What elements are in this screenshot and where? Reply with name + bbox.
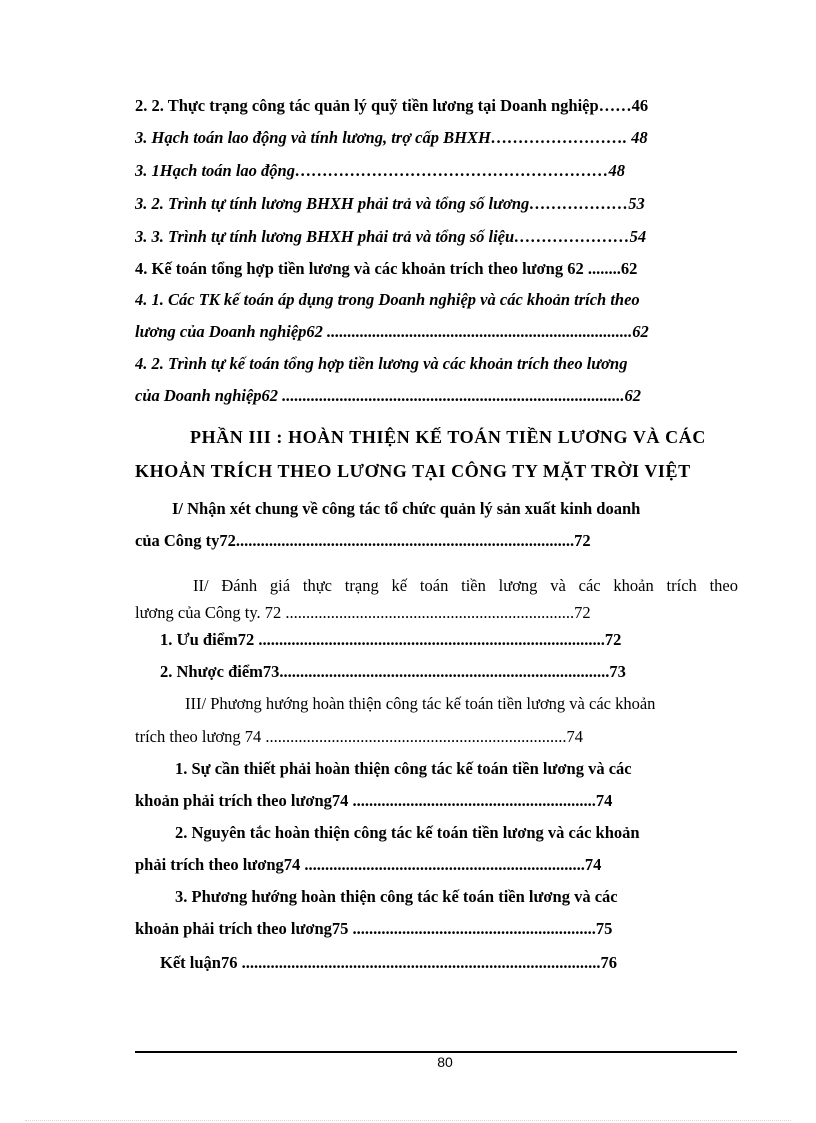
toc-entry: III/ Phương hướng hoàn thiện công tác kế toán tiền lương và các khoản: [185, 694, 656, 713]
toc-entry: 3. Phương hướng hoàn thiện công tác kế toán tiền lương và các: [175, 887, 618, 906]
toc-entry: 2. Nguyên tắc hoàn thiện công tác kế toán tiền lương và các khoản: [175, 823, 640, 842]
toc-entry: 2. Nhược điểm73................................................................................73: [160, 662, 626, 681]
toc-entry: lương của Doanh nghiệp62 ..........................................................................62: [135, 322, 649, 341]
toc-entry: 4. 2. Trình tự kế toán tổng hợp tiền lương và các khoản trích theo lương: [135, 354, 628, 373]
toc-entry: lương của Công ty. 72 ......................................................................72: [135, 603, 591, 622]
toc-entry: 3. 3. Trình tự tính lương BHXH phải trả và tổng số liệu…………………54: [135, 227, 647, 246]
toc-entry: 4. Kế toán tổng hợp tiền lương và các khoản trích theo lương 62 ........62: [135, 259, 638, 278]
toc-entry: khoản phải trích theo lương75 ...........................................................75: [135, 919, 613, 938]
toc-entry: 3. 1Hạch toán lao động…………………………………………………48: [135, 161, 625, 180]
toc-entry: 4. 1. Các TK kế toán áp dụng trong Doanh nghiệp và các khoản trích theo: [135, 290, 640, 309]
page-number: 80: [437, 1054, 453, 1070]
toc-entry: của Doanh nghiệp62 ...................................................................................62: [135, 386, 642, 405]
toc-entry: II/ Đánh giá thực trạng kế toán tiền lương và các khoản trích theo: [193, 576, 738, 595]
section-heading: PHẦN III : HOÀN THIỆN KẾ TOÁN TIỀN LƯƠNG VÀ CÁC: [190, 427, 706, 447]
toc-entry: trích theo lương 74 .........................................................................74: [135, 727, 584, 746]
toc-entry: 1. Sự cần thiết phải hoàn thiện công tác kế toán tiền lương và các: [175, 759, 632, 778]
toc-entry: khoản phải trích theo lương74 ...........................................................74: [135, 791, 613, 810]
toc-entry: 3. 2. Trình tự tính lương BHXH phải trả và tổng số lương………………53: [135, 194, 645, 213]
page-edge: [25, 1120, 791, 1121]
toc-entry: 1. Ưu điểm72 ....................................................................................72: [160, 630, 622, 649]
toc-entry: 2. 2. Thực trạng công tác quản lý quỹ tiền lương tại Doanh nghiệp……46: [135, 96, 649, 115]
toc-entry: phải trích theo lương74 ....................................................................74: [135, 855, 602, 874]
section-heading: KHOẢN TRÍCH THEO LƯƠNG TẠI CÔNG TY MẶT TRỜI VIỆT: [135, 461, 691, 481]
toc-entry: của Công ty72..................................................................................72: [135, 531, 591, 550]
toc-entry: 3. Hạch toán lao động và tính lương, trợ cấp BHXH……………………. 48: [135, 128, 648, 147]
toc-entry: I/ Nhận xét chung về công tác tổ chức quản lý sản xuất kinh doanh: [172, 499, 641, 518]
toc-entry: Kết luận76 .......................................................................................76: [160, 953, 617, 972]
